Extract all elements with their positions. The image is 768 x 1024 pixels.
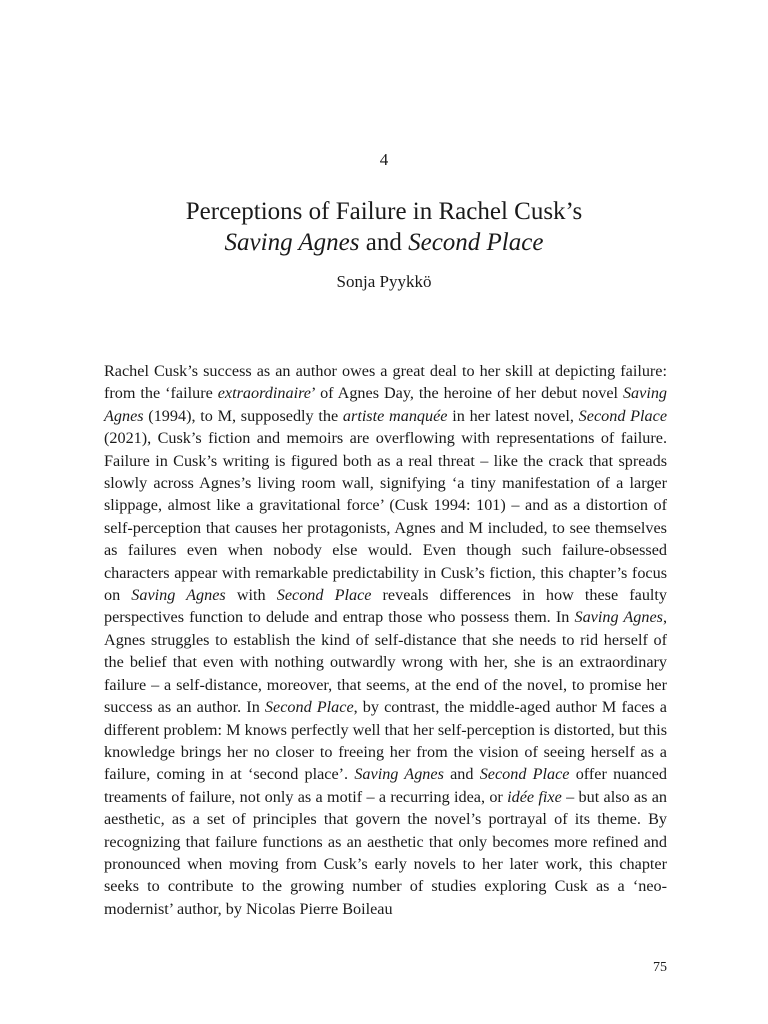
text-run: ’ of Agnes Day, the heroine of her debut novel	[310, 384, 623, 403]
title-work-2: Second Place	[408, 229, 544, 256]
text-run: Rachel Cusk’s success as an author owes a great deal to her skill at depicting failure: from the ‘failure	[104, 362, 667, 403]
text-run: , Agnes struggles to establish the kind of self-distance that she needs to rid herself of the belief that even with nothing outwardly wrong with her, she is an extraordinary failure – a self-distance, moreover, that seems, at the end of the novel, to promise her success as an author. In	[104, 608, 667, 717]
chapter-number: 4	[379, 150, 389, 169]
text-run: offer nuanced treaments of failure, not only as a motif – a recurring idea, or	[104, 765, 668, 806]
italic-run: Second Place	[479, 765, 570, 784]
chapter-author: Sonja Pyykkö	[336, 272, 432, 291]
text-run: (1994), to M, supposedly the	[143, 406, 343, 425]
italic-run: Second Place	[276, 586, 372, 605]
body-paragraph	[104, 360, 667, 920]
italic-run: Second Place	[578, 406, 668, 425]
page-number: 75	[653, 960, 667, 975]
chapter-title-line-1: Perceptions of Failure in Rachel Cusk’s	[185, 198, 583, 225]
text-run: (2021), Cusk’s fiction and memoirs are overflowing with representations of failure. Failure in Cusk’s writing is figured both as a real threat – like the crack that spreads slowly across Agnes’s living room wall, signifying ‘a tiny manifestation of a larger slippage, almost like a gravitational force’ (Cusk 1994: 101) – and as a distortion of self-perception that causes her protagonists, Agnes and M included, to see themselves as failures even when nobody else would. Even though such failure-obsessed characters appear with remarkable predictability in Cusk’s fiction, this chapter’s focus on	[104, 429, 667, 605]
italic-run: Saving Agnes	[354, 765, 444, 784]
text-run: – but also as an aesthetic, as a set of principles that govern the novel’s portrayal of its theme. By recognizing that failure functions as an aesthetic that only becomes more refined and pronounced when moving from Cusk’s early novels to her later work, this chapter seeks to contribute to the growing number of studies exploring Cusk as a ‘neo-modernist’ author, by Nicolas Pierre Boileau	[104, 787, 668, 918]
text-run: and	[443, 765, 480, 784]
title-work-1: Saving Agnes	[224, 229, 360, 256]
italic-run: extraordinaire	[217, 384, 311, 403]
text-run: with	[225, 586, 277, 605]
italic-run: idée fixe	[507, 787, 562, 806]
italic-run: Saving Agnes	[574, 608, 663, 627]
chapter-title	[0, 196, 768, 258]
italic-run: Saving Agnes	[104, 384, 668, 425]
chapter-title-line-2	[0, 227, 768, 258]
italic-run: artiste manquée	[342, 406, 448, 425]
text-run: reveals differences in how these faulty perspectives function to delude and entrap those who possess them. In	[104, 586, 668, 627]
title-conjunction: and	[359, 229, 409, 256]
text-run: , by contrast, the middle-aged author M faces a different problem: M knows perfectly well that her self-perception is distorted, but this knowledge brings her no closer to freeing her from the vision of seeing herself as a failure, coming in at ‘second place’.	[104, 698, 667, 784]
text-run: in her latest novel,	[447, 406, 579, 425]
italic-run: Second Place	[264, 698, 354, 717]
italic-run: Saving Agnes	[131, 586, 226, 605]
